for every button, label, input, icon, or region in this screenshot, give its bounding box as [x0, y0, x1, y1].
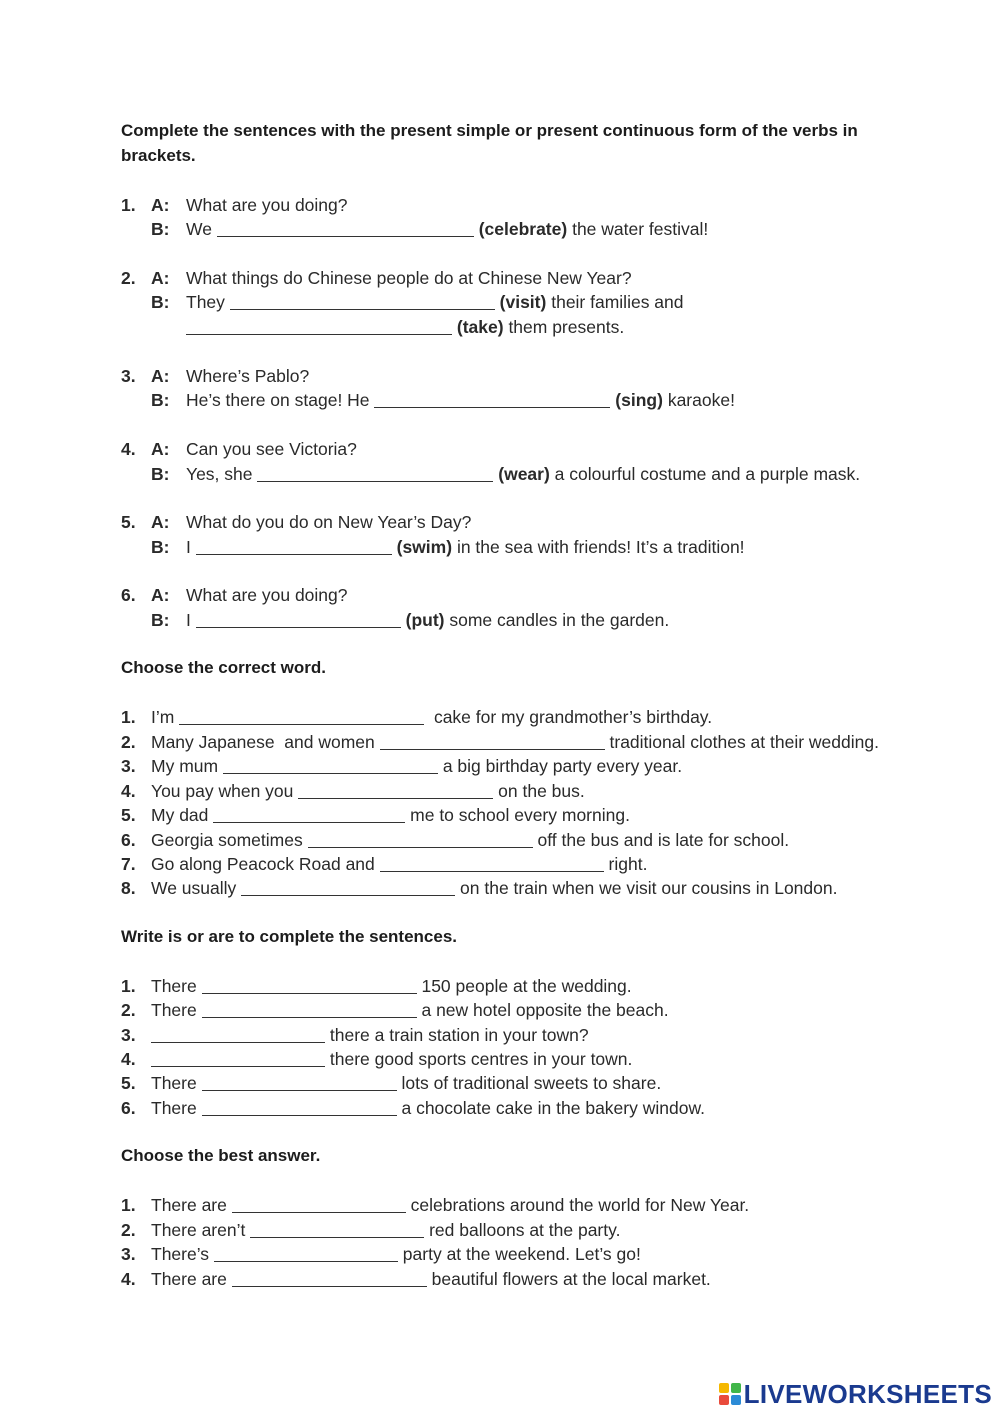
s1-item3-speaker-b: B:	[151, 390, 170, 410]
s4-item1-number: 1.	[121, 1195, 136, 1215]
s2-item5-start: My dad	[151, 805, 209, 825]
s1-item4-answer-end: a colourful costume and a purple mask.	[554, 464, 861, 484]
s3-item2-blank[interactable]	[202, 999, 417, 1018]
s2-item4-number: 4.	[121, 781, 136, 801]
s1-item2-question: What things do Chinese people do at Chinese New Year?	[186, 268, 632, 288]
s3-item1-end: 150 people at the wedding.	[421, 976, 632, 996]
s2-item1-number: 1.	[121, 707, 136, 727]
s1-item6-answer-start: I	[186, 610, 191, 630]
liveworksheets-logo[interactable]	[719, 1380, 992, 1408]
s4-item1-start: There are	[151, 1195, 227, 1215]
s3-item3-blank[interactable]	[151, 1024, 325, 1043]
s3-item1-number: 1.	[121, 976, 136, 996]
s2-item7-blank[interactable]	[380, 853, 604, 872]
s4-item3-start: There’s	[151, 1244, 210, 1264]
s4-item4-blank[interactable]	[232, 1268, 427, 1287]
s4-item4-end: beautiful flowers at the local market.	[431, 1269, 711, 1289]
s1-item2-number: 2.	[121, 268, 136, 288]
s3-item1-blank[interactable]	[202, 975, 417, 994]
section4-instruction: Choose the best answer.	[121, 1146, 321, 1165]
s1-item4-question: Can you see Victoria?	[186, 439, 357, 459]
s2-item4-start: You pay when you	[151, 781, 294, 801]
s4-item4-number: 4.	[121, 1269, 136, 1289]
s1-item3-speaker-a: A:	[151, 366, 170, 386]
section1-instruction: Complete the sentences with the present simple or present continuous form of the verbs in brackets.	[121, 121, 858, 165]
s2-item6-start: Georgia sometimes	[151, 830, 303, 850]
s1-item1-blank[interactable]	[217, 218, 474, 237]
s2-item3-blank[interactable]	[223, 755, 438, 774]
s2-item1-end: cake for my grandmother’s birthday.	[433, 707, 713, 727]
s1-item5-speaker-a: A:	[151, 512, 170, 532]
s4-item2-start: There aren’t	[151, 1220, 246, 1240]
s1-item3-question: Where’s Pablo?	[186, 366, 310, 386]
s1-item4-number: 4.	[121, 439, 136, 459]
s1-item1-answer-end: the water festival!	[572, 219, 709, 239]
s2-item8-end: on the train when we visit our cousins in London.	[460, 878, 838, 898]
s1-item2-answer-end: them presents.	[508, 317, 625, 337]
s3-item6-end: a chocolate cake in the bakery window.	[401, 1098, 705, 1118]
s1-item1-answer-start: We	[186, 219, 212, 239]
s4-item2-end: red balloons at the party.	[429, 1220, 621, 1240]
s2-item5-number: 5.	[121, 805, 136, 825]
s3-item4-number: 4.	[121, 1049, 136, 1069]
s2-item2-start: Many Japanese and women	[151, 732, 375, 752]
s1-item1-question: What are you doing?	[186, 195, 348, 215]
s1-item5-blank[interactable]	[196, 536, 392, 555]
s1-item3-blank[interactable]	[374, 389, 610, 408]
s1-item2-answer-start: They	[186, 292, 225, 312]
s3-item4-blank[interactable]	[151, 1048, 325, 1067]
s1-item6-speaker-a: A:	[151, 585, 170, 605]
s2-item1-blank[interactable]	[179, 706, 424, 725]
s1-item3-verb: (sing)	[615, 390, 663, 410]
s4-item3-number: 3.	[121, 1244, 136, 1264]
s1-item6-verb: (put)	[405, 610, 445, 630]
s2-item2-blank[interactable]	[380, 731, 605, 750]
s2-item8-blank[interactable]	[241, 877, 455, 896]
s1-item5-question: What do you do on New Year’s Day?	[186, 512, 472, 532]
s3-item2-number: 2.	[121, 1000, 136, 1020]
s1-item5-answer-end: in the sea with friends! It’s a tradition!	[456, 537, 745, 557]
s1-item5-number: 5.	[121, 512, 136, 532]
s2-item2-end: traditional clothes at their wedding.	[609, 732, 879, 752]
s2-item5-blank[interactable]	[213, 804, 405, 823]
section3-instruction: Write is or are to complete the sentences.	[121, 927, 458, 946]
s1-item2-blank-1[interactable]	[230, 291, 495, 310]
s2-item6-number: 6.	[121, 830, 136, 850]
s3-item5-number: 5.	[121, 1073, 136, 1093]
s2-item3-end: a big birthday party every year.	[442, 756, 683, 776]
s4-item2-blank[interactable]	[250, 1219, 424, 1238]
s3-item5-end: lots of traditional sweets to share.	[401, 1073, 662, 1093]
s4-item1-end: celebrations around the world for New Year.	[410, 1195, 750, 1215]
s2-item6-end: off the bus and is late for school.	[537, 830, 790, 850]
s1-item2-speaker-a: A:	[151, 268, 170, 288]
s1-item4-answer-start: Yes, she	[186, 464, 253, 484]
s2-item1-start: I’m	[151, 707, 175, 727]
s1-item5-verb: (swim)	[396, 537, 453, 557]
s2-item7-start: Go along Peacock Road and	[151, 854, 375, 874]
s4-item1-blank[interactable]	[232, 1194, 406, 1213]
s3-item4-end: there good sports centres in your town.	[329, 1049, 633, 1069]
s1-item4-speaker-b: B:	[151, 464, 170, 484]
s3-item5-blank[interactable]	[202, 1072, 397, 1091]
s3-item6-number: 6.	[121, 1098, 136, 1118]
s2-item4-blank[interactable]	[298, 780, 493, 799]
s4-item3-end: party at the weekend. Let’s go!	[402, 1244, 641, 1264]
s2-item3-start: My mum	[151, 756, 219, 776]
s1-item4-verb: (wear)	[498, 464, 550, 484]
s1-item2-verb-1: (visit)	[499, 292, 547, 312]
s3-item5-start: There	[151, 1073, 197, 1093]
s1-item5-answer-start: I	[186, 537, 191, 557]
liveworksheets-mark-icon	[719, 1383, 741, 1405]
s2-item4-end: on the bus.	[498, 781, 585, 801]
s1-item6-question: What are you doing?	[186, 585, 348, 605]
s3-item6-blank[interactable]	[202, 1097, 397, 1116]
s3-item2-start: There	[151, 1000, 197, 1020]
s1-item2-answer-mid: their families and	[551, 292, 684, 312]
s1-item4-blank[interactable]	[257, 463, 493, 482]
section2-instruction: Choose the correct word.	[121, 658, 326, 677]
s1-item2-verb-2: (take)	[456, 317, 504, 337]
s1-item3-answer-start: He’s there on stage! He	[186, 390, 370, 410]
s1-item1-speaker-b: B:	[151, 219, 170, 239]
s2-item2-number: 2.	[121, 732, 136, 752]
s1-item6-speaker-b: B:	[151, 610, 170, 630]
s1-item1-number: 1.	[121, 195, 136, 215]
s2-item3-number: 3.	[121, 756, 136, 776]
s3-item3-number: 3.	[121, 1025, 136, 1045]
s1-item3-answer-end: karaoke!	[667, 390, 735, 410]
s4-item2-number: 2.	[121, 1220, 136, 1240]
s4-item3-blank[interactable]	[214, 1243, 398, 1262]
s1-item2-blank-2[interactable]	[186, 316, 452, 335]
s1-item6-answer-end: some candles in the garden.	[449, 610, 670, 630]
s3-item3-end: there a train station in your town?	[329, 1025, 589, 1045]
s2-item7-end: right.	[608, 854, 648, 874]
s3-item6-start: There	[151, 1098, 197, 1118]
s4-item4-start: There are	[151, 1269, 227, 1289]
s1-item5-speaker-b: B:	[151, 537, 170, 557]
s1-item1-verb: (celebrate)	[478, 219, 568, 239]
s3-item2-end: a new hotel opposite the beach.	[421, 1000, 669, 1020]
s2-item8-start: We usually	[151, 878, 237, 898]
s2-item5-end: me to school every morning.	[410, 805, 630, 825]
liveworksheets-wordmark: LIVEWORKSHEETS	[743, 1378, 992, 1409]
s1-item4-speaker-a: A:	[151, 439, 170, 459]
s2-item6-blank[interactable]	[308, 829, 533, 848]
s1-item3-number: 3.	[121, 366, 136, 386]
s1-item1-speaker-a: A:	[151, 195, 170, 215]
s2-item7-number: 7.	[121, 854, 136, 874]
s1-item6-number: 6.	[121, 585, 136, 605]
s2-item8-number: 8.	[121, 878, 136, 898]
s3-item1-start: There	[151, 976, 197, 996]
s1-item2-speaker-b: B:	[151, 292, 170, 312]
s1-item6-blank[interactable]	[196, 609, 401, 628]
